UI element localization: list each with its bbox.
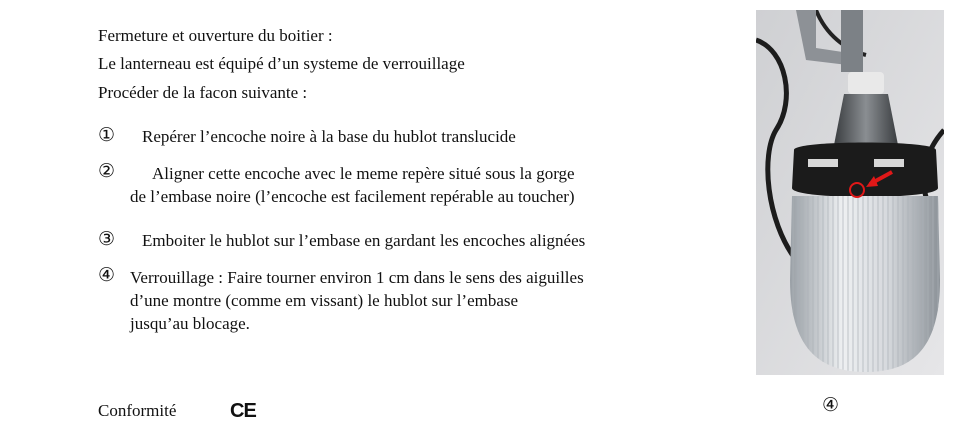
intro-heading: Fermeture et ouverture du boitier : [98,26,333,45]
figure-caption: ④ [822,395,840,416]
step-marker: ④ [98,265,116,286]
step-marker: ③ [98,229,116,250]
step-text: Verrouillage : Faire tourner environ 1 cm dans le sens des aiguilles [130,268,584,287]
step-marker: ① [98,125,116,146]
step-text: de l’embase noire (l’encoche est facilement repérable au toucher) [130,187,575,206]
step-text: jusqu’au blocage. [130,314,250,333]
conformity-label: Conformité [98,401,177,420]
step-text: Aligner cette encoche avec le meme repère situé sous la gorge [152,164,575,183]
step-marker: ② [98,161,116,182]
intro-line: Le lanterneau est équipé d’un systeme de verrouillage [98,54,465,73]
step-text: d’une montre (comme em vissant) le hublot sur l’embase [130,291,519,310]
step-text: Repérer l’encoche noire à la base du hublot translucide [142,127,516,146]
step-text: Emboiter le hublot sur l’embase en gardant les encoches alignées [142,231,586,250]
intro-line: Procéder de la facon suivante : [98,83,308,102]
lantern-photo [756,10,944,375]
ce-mark: CE [230,400,256,422]
